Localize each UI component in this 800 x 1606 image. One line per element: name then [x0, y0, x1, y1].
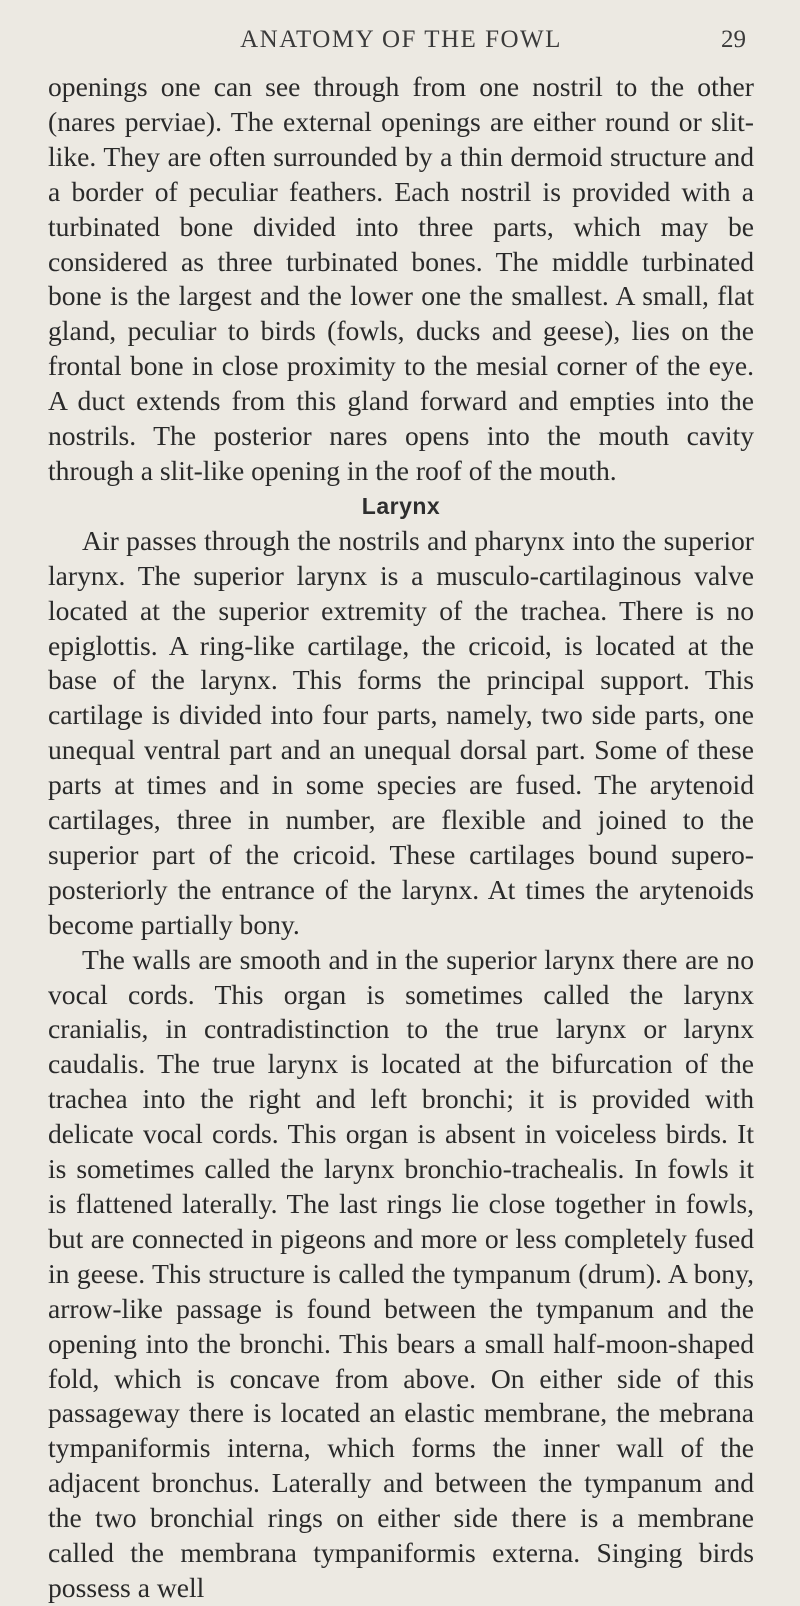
paragraph-true-larynx: The walls are smooth and in the superior larynx there are no vocal cords. This organ is sometimes called the larynx cranialis, in contradistinction to the true larynx or larynx caudalis. The true larynx is located at the bifurcation of the trachea into the right and left bronchi; it is provided with delicate vocal cords. This organ is absent in voiceless birds. It is sometimes called the larynx bronchio-trachealis. In fowls it is flattened laterally. The last rings lie close together in fowls, but are connected in pigeons and more or less completely fused in geese. This structure is called the tympanum (drum). A bony, arrow-like passage is found between the tympanum and the opening into the bronchi. This bears a small half-moon-shaped fold, which is concave from above. On either side of this passageway there is located an elastic membrane, the mebrana tympaniformis interna, which forms the inner wall of the adjacent bronchus. Laterally and between the tympanum and the two bronchial rings on either side there is a membrane called the membrana tympaniformis externa. Singing birds possess a well	[48, 943, 754, 1603]
running-title: ANATOMY OF THE FOWL	[240, 26, 562, 53]
paragraph-superior-larynx: Air passes through the nostrils and pharynx into the superior larynx. The superior larynx is a musculo-cartilaginous valve located at the superior extremity of the trachea. There is no epiglottis. A ring-like cartilage, the cricoid, is located at the base of the larynx. This forms the principal support. This cartilage is divided into four parts, namely, two side parts, one unequal ventral part and an unequal dorsal part. Some of these parts at times and in some species are fused. The arytenoid cartilages, three in number, are flexible and joined to the superior part of the cricoid. These cartilages bound supero-posteriorly the entrance of the larynx. At times the arytenoids become partially bony.	[48, 524, 754, 940]
body-text	[48, 70, 754, 1606]
running-head	[48, 26, 754, 58]
paragraph-nostrils: openings one can see through from one nostril to the other (nares perviae). The external openings are either round or slit-like. They are often surrounded by a thin dermoid structure and a border of peculiar feathers. Each nostril is provided with a turbinated bone divided into three parts, which may be considered as three turbinated bones. The middle turbinated bone is the largest and the lower one the smallest. A small, flat gland, peculiar to birds (fowls, ducks and geese), lies on the frontal bone in close proximity to the mesial corner of the eye. A duct extends from this gland forward and empties into the nostrils. The posterior nares opens into the mouth cavity through a slit-like opening in the roof of the mouth.	[48, 71, 754, 486]
page-number: 29	[721, 26, 746, 53]
section-heading-larynx: Larynx	[361, 492, 441, 519]
